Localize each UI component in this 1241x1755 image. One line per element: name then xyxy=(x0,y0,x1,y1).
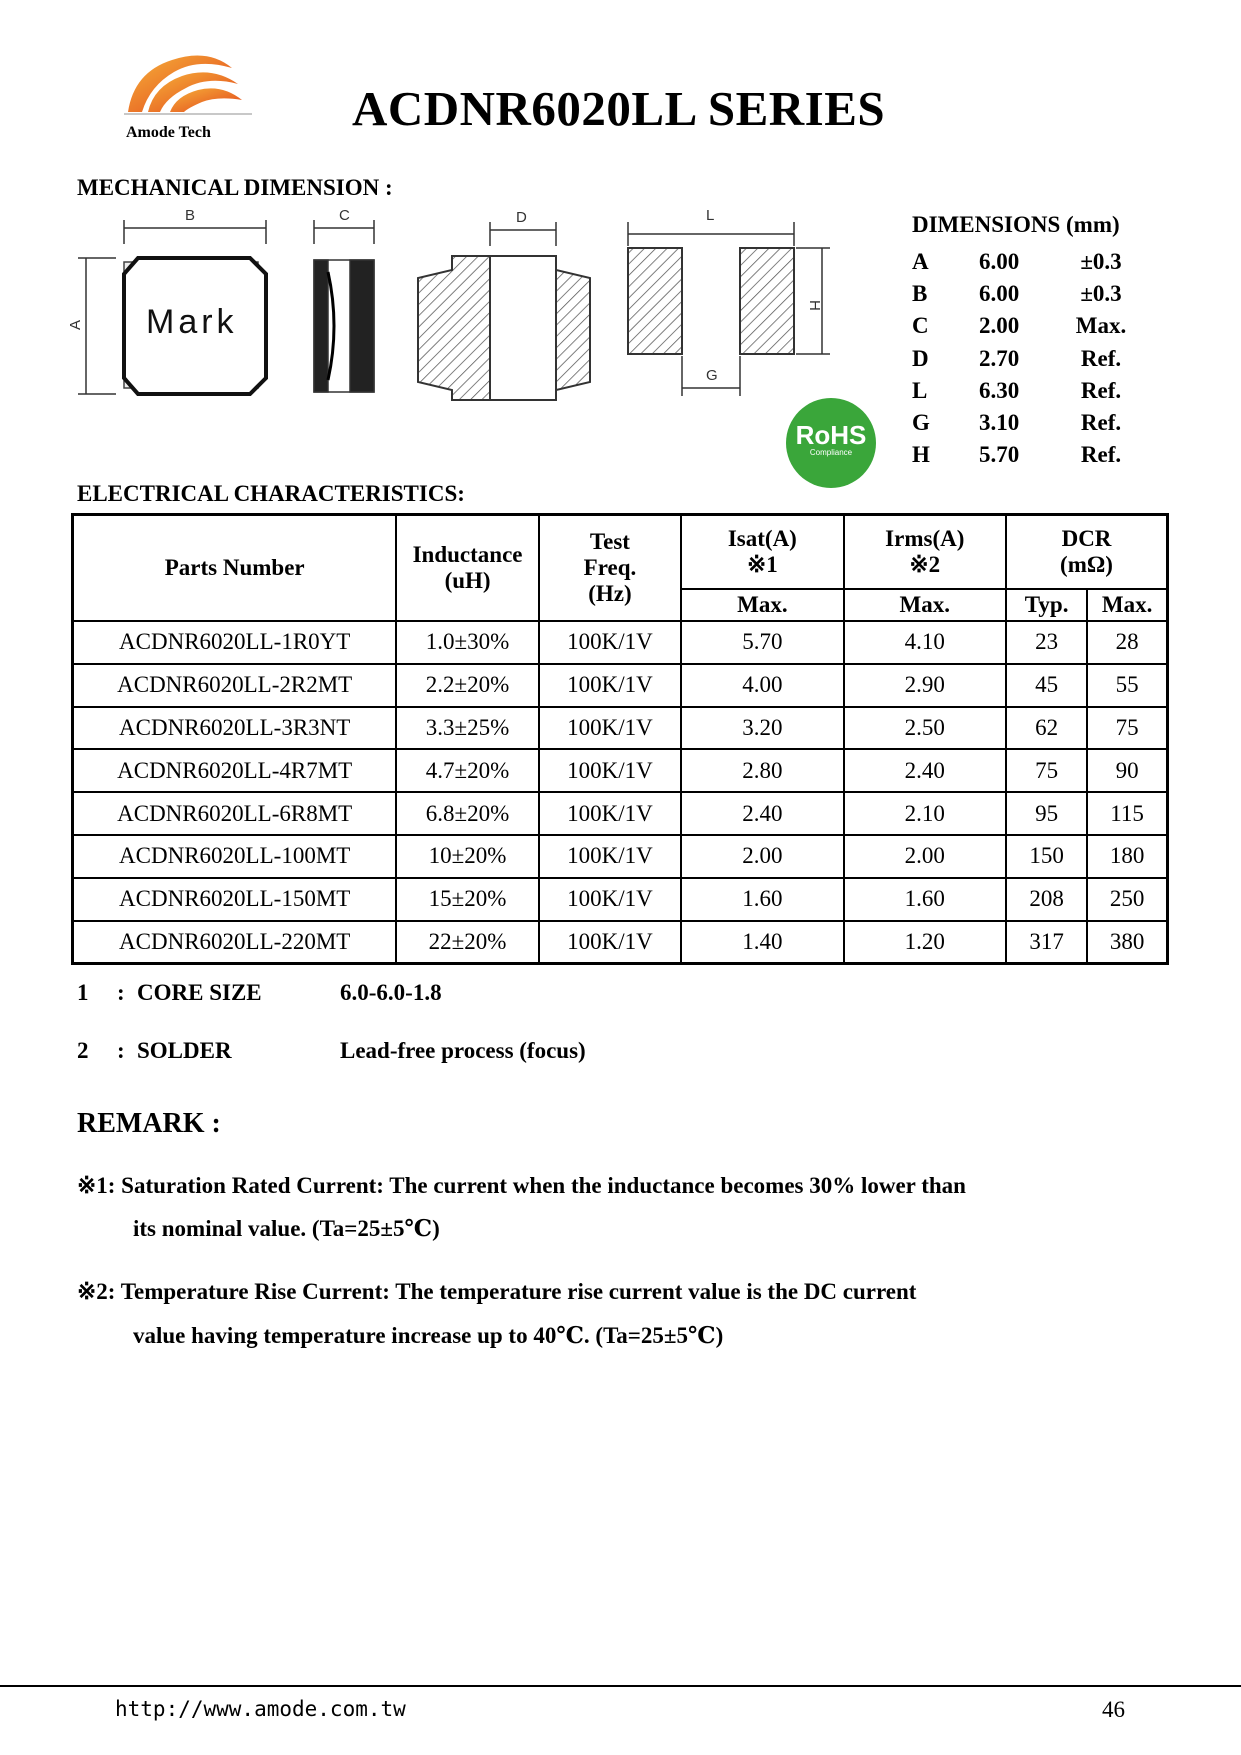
note-key: SOLDER xyxy=(137,1038,232,1063)
cell-dcr-typ: 208 xyxy=(1006,878,1087,921)
remark-2-line1: ※2: Temperature Rise Current: The temperature rise current value is the DC current xyxy=(77,1279,917,1304)
cell-freq: 100K/1V xyxy=(539,878,681,921)
cell-irms: 1.20 xyxy=(844,921,1006,964)
dim-label-l: L xyxy=(706,207,715,224)
cell-irms: 4.10 xyxy=(844,621,1006,664)
header-freq-line3: (Hz) xyxy=(588,581,632,606)
cell-dcr-typ: 95 xyxy=(1006,792,1087,835)
cell-dcr-typ: 317 xyxy=(1006,921,1087,964)
dim-symbol: H xyxy=(912,442,930,468)
remark-1-line2: its nominal value. (Ta=25±5℃) xyxy=(133,1216,440,1241)
cell-freq: 100K/1V xyxy=(539,621,681,664)
note-separator: : xyxy=(117,1038,125,1063)
header-test-freq xyxy=(539,515,681,622)
dim-label-g: G xyxy=(706,367,718,384)
dimension-row xyxy=(912,343,1135,375)
cell-isat: 2.40 xyxy=(681,792,843,835)
cell-isat: 5.70 xyxy=(681,621,843,664)
dim-label-h: H xyxy=(806,300,823,311)
remark-heading: REMARK : xyxy=(77,1108,221,1139)
dim-value: 3.10 xyxy=(979,410,1020,436)
cell-part: ACDNR6020LL-6R8MT xyxy=(73,792,397,835)
dimension-row xyxy=(912,407,1135,439)
header-freq-line2: Freq. xyxy=(583,555,637,580)
dim-value: 6.00 xyxy=(979,281,1020,307)
cell-part: ACDNR6020LL-100MT xyxy=(73,835,397,878)
cell-irms: 2.90 xyxy=(844,664,1006,707)
dim-tolerance: Ref. xyxy=(1080,442,1122,468)
dim-tolerance: Max. xyxy=(1075,313,1127,339)
cell-part: ACDNR6020LL-3R3NT xyxy=(73,707,397,750)
dimension-row xyxy=(912,375,1135,407)
rohs-text: RoHS xyxy=(795,420,867,450)
cell-dcr-typ: 75 xyxy=(1006,749,1087,792)
dimension-row xyxy=(912,246,1135,278)
note-number: 1 xyxy=(77,980,89,1005)
cell-inductance: 22±20% xyxy=(396,921,538,964)
header-isat-line2: ※1 xyxy=(746,552,778,577)
note-value: Lead-free process (focus) xyxy=(340,1038,586,1063)
dim-value: 6.00 xyxy=(979,249,1020,275)
cell-irms: 2.50 xyxy=(844,707,1006,750)
cell-isat: 3.20 xyxy=(681,707,843,750)
rohs-badge xyxy=(786,398,876,488)
cell-freq: 100K/1V xyxy=(539,921,681,964)
cell-irms: 2.40 xyxy=(844,749,1006,792)
dimensions-title: DIMENSIONS (mm) xyxy=(912,212,1120,237)
table-row xyxy=(73,792,1168,835)
cell-inductance: 15±20% xyxy=(396,878,538,921)
cell-part: ACDNR6020LL-1R0YT xyxy=(73,621,397,664)
cell-dcr-typ: 45 xyxy=(1006,664,1087,707)
cell-part: ACDNR6020LL-220MT xyxy=(73,921,397,964)
cell-isat: 2.00 xyxy=(681,835,843,878)
electrical-heading: ELECTRICAL CHARACTERISTICS: xyxy=(77,481,465,506)
dim-tolerance: ±0.3 xyxy=(1080,249,1122,275)
cell-freq: 100K/1V xyxy=(539,707,681,750)
header-isat-line1: Isat(A) xyxy=(727,526,797,551)
cell-isat: 4.00 xyxy=(681,664,843,707)
header-inductance-line1: Inductance xyxy=(412,542,523,567)
dim-value: 5.70 xyxy=(979,442,1020,468)
brand-name: Amode Tech xyxy=(126,124,211,141)
cell-part: ACDNR6020LL-4R7MT xyxy=(73,749,397,792)
dim-symbol: A xyxy=(912,249,929,275)
header-dcr-line1: DCR xyxy=(1061,526,1112,551)
cell-irms: 2.00 xyxy=(844,835,1006,878)
header-dcr xyxy=(1006,515,1168,590)
table-row xyxy=(73,835,1168,878)
header-isat-max: Max. xyxy=(681,589,843,621)
dim-value: 6.30 xyxy=(979,377,1020,403)
header-dcr-typ: Typ. xyxy=(1006,589,1087,621)
cell-dcr-max: 250 xyxy=(1087,878,1167,921)
dim-tolerance: Ref. xyxy=(1080,377,1122,403)
cell-dcr-max: 55 xyxy=(1087,664,1167,707)
cell-inductance: 6.8±20% xyxy=(396,792,538,835)
header-isat xyxy=(681,515,843,590)
cell-inductance: 10±20% xyxy=(396,835,538,878)
note-separator: : xyxy=(117,980,125,1005)
header-irms xyxy=(844,515,1006,590)
table-row xyxy=(73,921,1168,964)
amode-logo-icon xyxy=(120,38,254,126)
dim-symbol: D xyxy=(912,345,929,371)
dim-label-d: D xyxy=(516,209,527,226)
cell-dcr-max: 75 xyxy=(1087,707,1167,750)
note-value: 6.0-6.0-1.8 xyxy=(340,980,442,1005)
cell-inductance: 2.2±20% xyxy=(396,664,538,707)
cell-inductance: 4.7±20% xyxy=(396,749,538,792)
dim-symbol: G xyxy=(912,410,930,436)
note-key: CORE SIZE xyxy=(137,980,262,1005)
header-inductance xyxy=(396,515,538,622)
cell-isat: 1.60 xyxy=(681,878,843,921)
dim-label-c: C xyxy=(339,207,350,224)
footer-divider xyxy=(0,1685,1241,1687)
dim-tolerance: Ref. xyxy=(1080,410,1122,436)
cell-dcr-max: 180 xyxy=(1087,835,1167,878)
cell-dcr-max: 28 xyxy=(1087,621,1167,664)
remark-1-line1: ※1: Saturation Rated Current: The current when the inductance becomes 30% lower than xyxy=(77,1173,966,1198)
header-irms-line2: ※2 xyxy=(909,552,941,577)
rohs-subtext: Compliance xyxy=(809,448,853,457)
dim-tolerance: Ref. xyxy=(1080,345,1122,371)
cell-freq: 100K/1V xyxy=(539,664,681,707)
cell-dcr-max: 90 xyxy=(1087,749,1167,792)
header-inductance-line2: (uH) xyxy=(444,568,491,593)
header-parts-number: Parts Number xyxy=(73,515,397,622)
cell-dcr-max: 115 xyxy=(1087,792,1167,835)
dim-value: 2.70 xyxy=(979,345,1020,371)
cell-freq: 100K/1V xyxy=(539,792,681,835)
cell-part: ACDNR6020LL-150MT xyxy=(73,878,397,921)
page-number: 46 xyxy=(1102,1697,1125,1722)
dimension-row xyxy=(912,278,1135,310)
cell-part: ACDNR6020LL-2R2MT xyxy=(73,664,397,707)
header-freq-line1: Test xyxy=(589,529,630,554)
mechanical-drawing xyxy=(67,200,850,410)
cell-dcr-typ: 150 xyxy=(1006,835,1087,878)
footer-url: http://www.amode.com.tw xyxy=(115,1697,406,1721)
dim-symbol: L xyxy=(912,377,928,403)
mark-label: Mark xyxy=(146,303,238,341)
table-row xyxy=(73,749,1168,792)
header-irms-line1: Irms(A) xyxy=(885,526,965,551)
cell-inductance: 1.0±30% xyxy=(396,621,538,664)
dim-label-a: A xyxy=(67,319,84,330)
cell-inductance: 3.3±25% xyxy=(396,707,538,750)
cell-freq: 100K/1V xyxy=(539,835,681,878)
note-number: 2 xyxy=(77,1038,89,1063)
mechanical-heading: MECHANICAL DIMENSION : xyxy=(77,175,393,200)
table-row xyxy=(73,707,1168,750)
cell-dcr-max: 380 xyxy=(1087,921,1167,964)
cell-dcr-typ: 23 xyxy=(1006,621,1087,664)
remark-2-line2: value having temperature increase up to 40℃. (Ta=25±5℃) xyxy=(133,1323,724,1348)
table-row xyxy=(73,621,1168,664)
cell-isat: 1.40 xyxy=(681,921,843,964)
cell-freq: 100K/1V xyxy=(539,749,681,792)
page-title: ACDNR6020LL SERIES xyxy=(352,81,886,136)
dimension-row xyxy=(912,310,1135,342)
electrical-table xyxy=(71,513,1169,965)
dim-symbol: B xyxy=(912,281,928,307)
dimension-row xyxy=(912,439,1135,471)
dimensions-table xyxy=(912,246,1135,471)
dim-tolerance: ±0.3 xyxy=(1080,281,1122,307)
table-header-row xyxy=(73,515,1168,590)
table-row xyxy=(73,878,1168,921)
dim-label-b: B xyxy=(185,207,196,224)
header-irms-max: Max. xyxy=(844,589,1006,621)
dim-value: 2.00 xyxy=(979,313,1020,339)
cell-dcr-typ: 62 xyxy=(1006,707,1087,750)
cell-isat: 2.80 xyxy=(681,749,843,792)
header-dcr-max: Max. xyxy=(1087,589,1167,621)
header-dcr-line2: (mΩ) xyxy=(1060,552,1113,577)
table-row xyxy=(73,664,1168,707)
cell-irms: 2.10 xyxy=(844,792,1006,835)
cell-irms: 1.60 xyxy=(844,878,1006,921)
dim-symbol: C xyxy=(912,313,929,339)
